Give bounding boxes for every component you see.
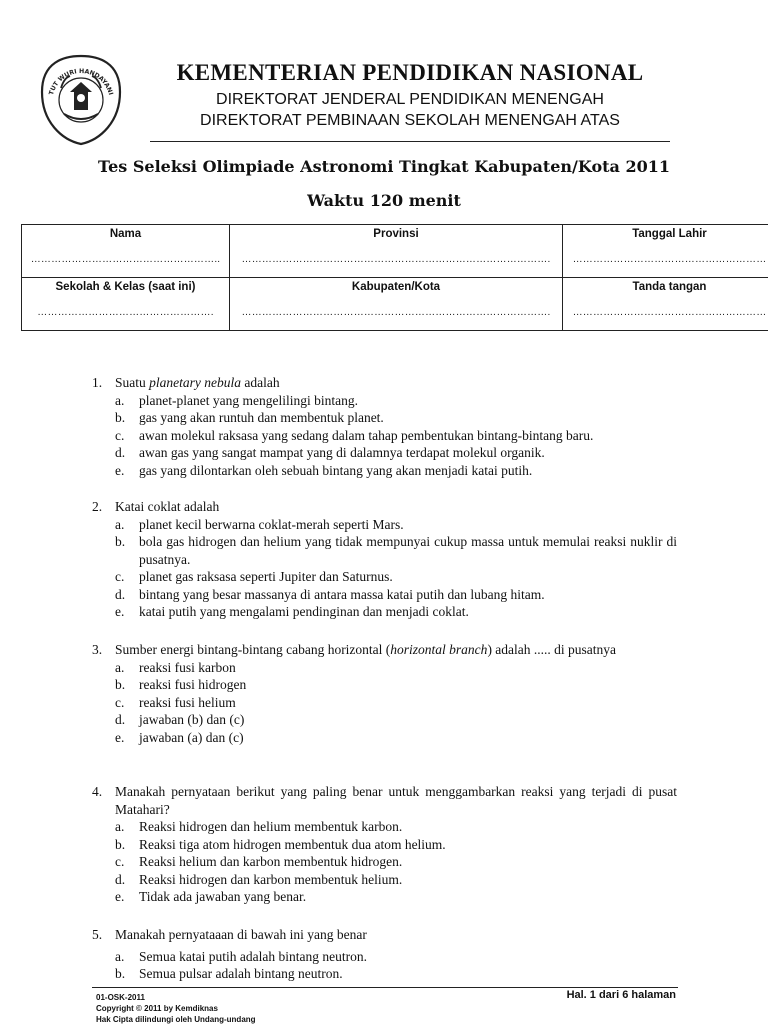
option: b. bola gas hidrogen dan helium yang tidak mempunyai cukup massa untuk memulai reaksi nuklir di pusatnya. bbox=[115, 533, 677, 568]
option: e. jawaban (a) dan (c) bbox=[115, 729, 677, 747]
exam-duration: Waktu 120 menit bbox=[0, 191, 768, 210]
option: d. bintang yang besar massanya di antara massa katai putih dan lubang hitam. bbox=[115, 586, 677, 604]
option: a. Reaksi hidrogen dan helium membentuk karbon. bbox=[115, 818, 677, 836]
option: c. planet gas raksasa seperti Jupiter dan Saturnus. bbox=[115, 568, 677, 586]
option: d. jawaban (b) dan (c) bbox=[115, 711, 677, 729]
doc-code: 01-OSK-2011 bbox=[96, 992, 256, 1003]
page-number: Hal. 1 dari 6 halaman bbox=[567, 989, 676, 1001]
option: b. gas yang akan runtuh dan membentuk planet. bbox=[115, 409, 677, 427]
option: e. Tidak ada jawaban yang benar. bbox=[115, 888, 677, 906]
ministry-title: KEMENTERIAN PENDIDIKAN NASIONAL bbox=[140, 60, 680, 86]
option: c. Reaksi helium dan karbon membentuk hidrogen. bbox=[115, 853, 677, 871]
field-nama[interactable]: Nama ……………………………………………….. bbox=[22, 225, 230, 278]
option: e. gas yang dilontarkan oleh sebuah bintang yang akan menjadi katai putih. bbox=[115, 462, 677, 480]
question-2: 2. Katai coklat adalah a. planet kecil berwarna coklat-merah seperti Mars. b. bola gas hidrogen dan helium yang tidak mempunyai cukup massa untuk memulai reaksi nuklir di pusatnya. c. planet gas raksasa seperti Jupiter dan Saturnus. d. bintang yang besar massanya di antara massa katai putih dan lubang hitam. e. katai putih yang mengalami pendinginan dan menjadi coklat. bbox=[92, 498, 677, 621]
field-tanggal-lahir[interactable]: Tanggal Lahir ………………………………………………… bbox=[563, 225, 768, 278]
option: c. awan molekul raksasa yang sedang dalam tahap pembentukan bintang-bintang baru. bbox=[115, 427, 677, 445]
option: a. planet kecil berwarna coklat-merah seperti Mars. bbox=[115, 516, 677, 534]
question-4: 4. Manakah pernyataan berikut yang paling benar untuk menggambarkan reaksi yang terjadi di pusat Matahari? a. Reaksi hidrogen dan helium membentuk karbon. b. Reaksi tiga atom hidrogen membentuk dua atom helium. c. Reaksi helium dan karbon membentuk hidrogen. d. Reaksi hidrogen dan karbon membentuk helium. e. Tidak ada jawaban yang benar. bbox=[92, 783, 677, 906]
svg-text:TUT WURI HANDAYANI: TUT WURI HANDAYANI bbox=[48, 68, 114, 96]
option: b. Semua pulsar adalah bintang neutron. bbox=[115, 965, 677, 983]
copyright: Copyright © 2011 by Kemdiknas bbox=[96, 1003, 256, 1014]
directorate-general: DIREKTORAT JENDERAL PENDIDIKAN MENENGAH bbox=[140, 91, 680, 109]
footer-info bbox=[96, 992, 256, 1025]
directorate: DIREKTORAT PEMBINAAN SEKOLAH MENENGAH ATAS bbox=[140, 112, 680, 130]
option: b. reaksi fusi hidrogen bbox=[115, 676, 677, 694]
option: c. reaksi fusi helium bbox=[115, 694, 677, 712]
option: d. awan gas yang sangat mampat yang di dalamnya terdapat molekul organik. bbox=[115, 444, 677, 462]
option: d. Reaksi hidrogen dan karbon membentuk helium. bbox=[115, 871, 677, 889]
field-kabupaten-kota[interactable]: Kabupaten/Kota ………………………………………………………………………………. bbox=[230, 278, 563, 331]
exam-title: Tes Seleksi Olimpiade Astronomi Tingkat Kabupaten/Kota 2011 bbox=[0, 157, 768, 176]
option: a. planet-planet yang mengelilingi bintang. bbox=[115, 392, 677, 410]
field-sekolah-kelas[interactable]: Sekolah & Kelas (saat ini) ……………………………………………. bbox=[22, 278, 230, 331]
question-1: 1. Suatu planetary nebula adalah a. planet-planet yang mengelilingi bintang. b. gas yang akan runtuh dan membentuk planet. c. awan molekul raksasa yang sedang dalam tahap pembentukan bintang-bintang baru. d. awan gas yang sangat mampat yang di dalamnya terdapat molekul organik. e. gas yang dilontarkan oleh sebuah bintang yang akan menjadi katai putih. bbox=[92, 374, 677, 479]
option: a. Semua katai putih adalah bintang neutron. bbox=[115, 948, 677, 966]
question-5: 5. Manakah pernyataaan di bawah ini yang benar a. Semua katai putih adalah bintang neutron. b. Semua pulsar adalah bintang neutron. bbox=[92, 926, 677, 983]
question-3: 3. Sumber energi bintang-bintang cabang horizontal (horizontal branch) adalah ..... di pusatnya a. reaksi fusi karbon b. reaksi fusi hidrogen c. reaksi fusi helium d. jawaban (b) dan (c) e. jawaban (a) dan (c) bbox=[92, 641, 677, 746]
footer-divider bbox=[92, 987, 678, 988]
header-divider bbox=[150, 141, 670, 142]
field-provinsi[interactable]: Provinsi ………………………………………………………………………………. bbox=[230, 225, 563, 278]
option: a. reaksi fusi karbon bbox=[115, 659, 677, 677]
field-tanda-tangan[interactable]: Tanda tangan ………………………………………………… bbox=[563, 278, 768, 331]
option: b. Reaksi tiga atom hidrogen membentuk dua atom helium. bbox=[115, 836, 677, 854]
option: e. katai putih yang mengalami pendinginan dan menjadi coklat. bbox=[115, 603, 677, 621]
tut-wuri-handayani-logo bbox=[36, 52, 126, 148]
identity-form bbox=[21, 224, 768, 331]
rights-notice: Hak Cipta dilindungi oleh Undang-undang bbox=[96, 1014, 256, 1025]
